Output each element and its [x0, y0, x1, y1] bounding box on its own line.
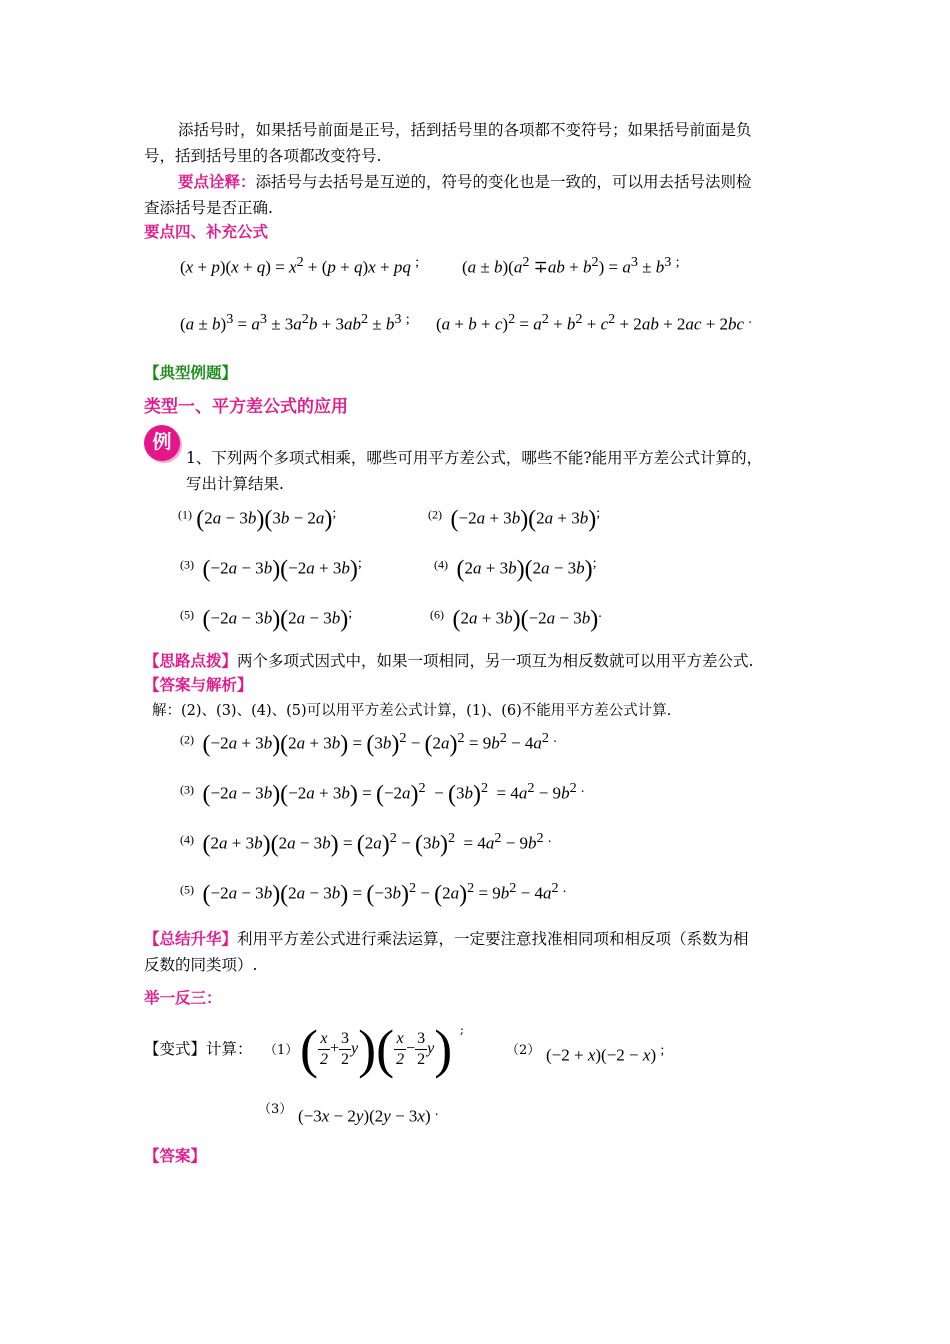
- problem-5: $^{(5)}$ (−2a − 3b)(2a − 3b);: [180, 605, 353, 633]
- variant-expression-3: (−3x − 2y)(2y − 3x) .: [298, 1103, 439, 1126]
- note-text-continued: 查添括号是否正确.: [144, 199, 273, 217]
- variant-expression-1: ( $\frac{x}{2}$ + $\frac{3}{2}$ y)( $\frac{x}{2}$ − $\frac{3}{2}$ y) ;: [300, 1019, 464, 1079]
- section-title: 要点四、补充公式: [144, 223, 269, 241]
- formula-binomial-cube: $(a \pm b)^3 = a^3 \pm 3a^2b + 3ab^2 \pm b^3$ ;: [180, 311, 410, 334]
- example-badge: 例: [144, 425, 180, 461]
- variant-number: （3）: [258, 1102, 293, 1117]
- solution-4: $^{(4)}$ $(2a + 3b)(2a - 3b) = (2a)^2 - (3b)^2 = 4a^2 - 9b^2$ .: [180, 830, 552, 858]
- question-line: 1、下列两个多项式相乘，哪些可用平方差公式，哪些不能?能用平方差公式计算的，: [186, 449, 763, 467]
- solution-3: $^{(3)}$ $(-2a - 3b)(-2a + 3b) = (-2a)^2 - (3b)^2 = 4a^2 - 9b^2$ .: [180, 780, 585, 808]
- formula-product-sum: $(x + p)(x + q) = x^2 + (p + q)x$ + pq ;: [180, 254, 419, 277]
- formula-cube-sum: $(a \pm b)(a^2 \mp ab + b^2) = a^3 \pm b^3$ ;: [462, 254, 680, 277]
- note-label: 要点诠释：: [178, 173, 256, 191]
- paragraph-line: 号，括到括号里的各项都改变符号.: [144, 147, 382, 165]
- final-answer-label: 【答案】: [144, 1147, 207, 1165]
- type-title: 类型一、平方差公式的应用: [144, 397, 348, 417]
- problem-1: $^{(1)}$ (2a − 3b)(3b − 2a);: [178, 505, 337, 533]
- hint-text: 两个多项式因式中，如果一项相同，另一项互为相反数就可以用平方差公式.: [237, 652, 754, 670]
- summary-text-continued: 反数的同类项）.: [144, 956, 258, 974]
- solution-5: $^{(5)}$ $(-2a - 3b)(2a - 3b) = (-3b)^2 - (2a)^2 = 9b^2 - 4a^2$ .: [180, 880, 567, 908]
- problem-2: $^{(2)}$ (−2a + 3b)(2a + 3b);: [428, 505, 601, 533]
- variant-expression-2: (−2 + x)(−2 − x) ;: [546, 1042, 665, 1065]
- formula-trinomial-square: $(a + b + c)^2 = a^2 + b^2 + c^2 + 2ab + 2ac + 2bc$ .: [436, 311, 752, 334]
- paragraph-line: 添括号时，如果括号前面是正号，括到括号里的各项都不变符号；如果括号前面是负: [178, 121, 752, 139]
- hint-paragraph: [144, 648, 753, 674]
- summary-paragraph: [144, 926, 749, 952]
- summary-label: 【总结升华】: [144, 930, 238, 948]
- problem-6: $^{(6)}$ (2a + 3b)(−2a − 3b).: [430, 605, 602, 633]
- question-line: 写出计算结果.: [186, 475, 284, 493]
- problem-3: $^{(3)}$ (−2a − 3b)(−2a + 3b);: [180, 555, 362, 583]
- hint-label: 【思路点拨】: [144, 652, 238, 670]
- variant-number: （2）: [506, 1043, 541, 1058]
- practice-title: 举一反三：: [144, 989, 222, 1007]
- note-text: 添括号与去括号是互逆的，符号的变化也是一致的，可以用去括号法则检: [255, 173, 752, 191]
- solution-2: $^{(2)}$ $(-2a + 3b)(2a + 3b) = (3b)^2 - (2a)^2 = 9b^2 - 4a^2$ .: [180, 730, 557, 758]
- examples-header: 【典型例题】: [144, 364, 238, 382]
- variant-number: （1）: [264, 1043, 299, 1058]
- summary-text: 利用平方差公式进行乘法运算，一定要注意找准相同项和相反项（系数为相: [237, 930, 749, 948]
- note-paragraph: [178, 169, 752, 195]
- solution-intro: 解：(2)、(3)、(4)、(5)可以用平方差公式计算，(1)、(6)不能用平方差公式计算.: [152, 703, 672, 719]
- problem-4: $^{(4)}$ (2a + 3b)(2a − 3b);: [434, 555, 597, 583]
- answer-label: 【答案与解析】: [144, 676, 253, 694]
- variant-label: 【变式】计算：: [144, 1040, 253, 1058]
